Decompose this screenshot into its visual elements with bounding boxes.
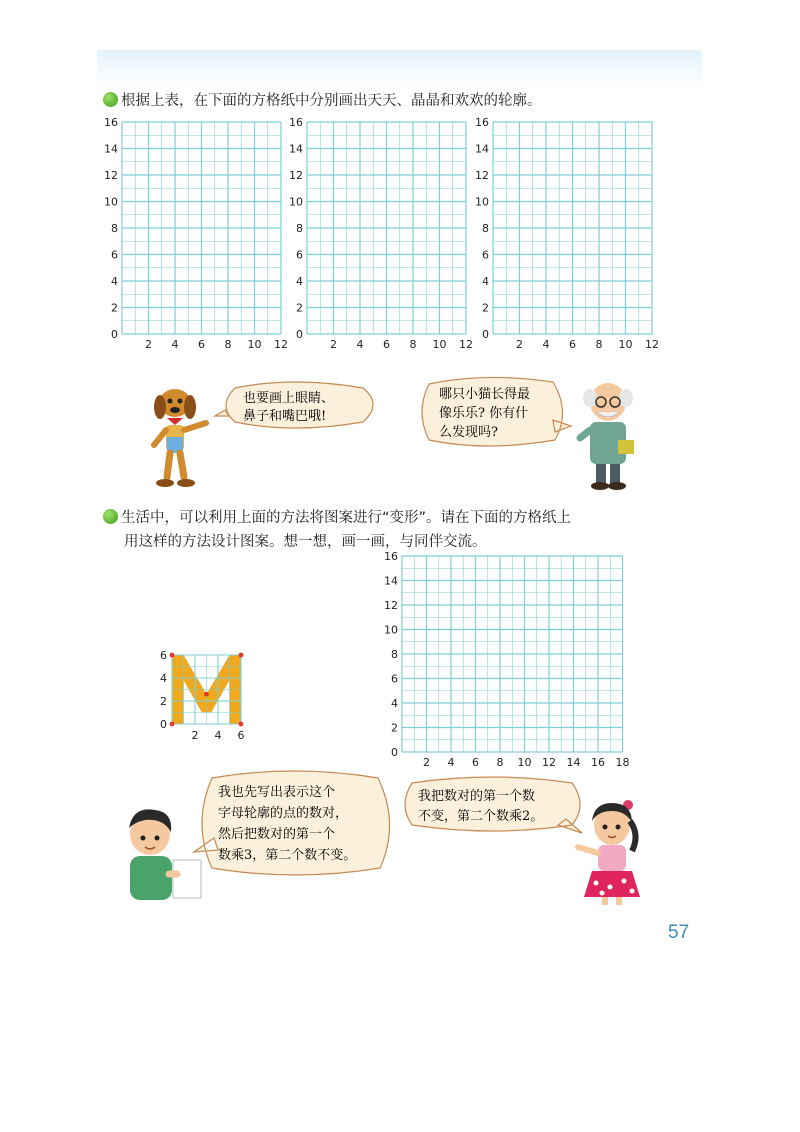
x-tick-label: 8 [409, 338, 417, 351]
y-tick-label: 12 [384, 599, 398, 612]
teacher-character [572, 378, 644, 490]
y-tick-label: 0 [296, 328, 303, 341]
x-tick-label: 10 [517, 756, 532, 769]
green-bullet-icon [103, 509, 118, 524]
y-tick-label: 16 [104, 116, 118, 129]
instruction-1-text: 根据上表，在下面的方格纸中分别画出天天、晶晶和欢欢的轮廓。 [121, 93, 542, 109]
girl-speech-bubble [398, 775, 588, 837]
y-tick-label: 6 [296, 248, 303, 262]
y-tick-label: 0 [482, 328, 489, 341]
y-tick-label: 14 [384, 574, 398, 588]
m-vertex-point [239, 722, 244, 727]
instruction-2-line-1: 生活中，可以利用上面的方法将图案进行“变形”。请在下面的方格纸上 [121, 510, 572, 526]
y-tick-label: 8 [482, 222, 489, 235]
teacher-bubble-line-3: 么发现吗? [439, 425, 498, 440]
dog-bubble-line-2: 鼻子和嘴巴哦! [243, 409, 327, 424]
y-tick-label: 12 [289, 169, 303, 182]
m-x-tick-label: 6 [237, 729, 245, 742]
x-tick-label: 10 [618, 338, 633, 351]
y-tick-label: 16 [475, 116, 489, 129]
y-tick-label: 10 [475, 195, 489, 209]
x-tick-label: 4 [171, 338, 179, 351]
m-y-tick-label: 6 [160, 649, 167, 662]
x-tick-label: 12 [274, 338, 288, 351]
page-header-band [97, 50, 702, 86]
y-tick-label: 2 [482, 301, 489, 315]
m-y-tick-label: 4 [160, 672, 167, 685]
x-tick-label: 4 [542, 338, 550, 351]
y-tick-label: 6 [391, 672, 398, 686]
x-tick-label: 2 [516, 338, 523, 351]
y-tick-label: 12 [104, 169, 118, 182]
x-tick-label: 18 [615, 756, 630, 769]
y-tick-label: 2 [296, 301, 303, 315]
y-tick-label: 4 [391, 697, 398, 710]
m-letter-figure [150, 642, 260, 746]
x-tick-label: 2 [330, 338, 337, 351]
grid-huanhuan [471, 112, 671, 357]
dog-speech-bubble [213, 380, 383, 435]
y-tick-label: 8 [111, 222, 118, 235]
boy-speech-bubble [190, 768, 400, 880]
y-tick-label: 12 [475, 169, 489, 182]
y-tick-label: 4 [111, 275, 118, 288]
x-tick-label: 8 [595, 338, 603, 351]
m-x-tick-label: 4 [214, 729, 222, 742]
y-tick-label: 4 [296, 275, 303, 288]
dog-character [140, 385, 215, 493]
x-tick-label: 4 [447, 756, 455, 769]
boy-character [115, 800, 207, 905]
x-tick-label: 4 [356, 338, 364, 351]
teacher-bubble-line-1: 哪只小猫长得最 [439, 387, 531, 402]
girl-bubble-line-1: 我把数对的第一个数 [418, 789, 536, 804]
boy-bubble-line-4: 数乘3，第二个数不变。 [218, 848, 357, 863]
y-tick-label: 14 [289, 142, 303, 156]
x-tick-label: 10 [432, 338, 447, 351]
y-tick-label: 8 [296, 222, 303, 235]
y-tick-label: 16 [289, 116, 303, 129]
instruction-1 [103, 89, 542, 113]
x-tick-label: 2 [145, 338, 152, 351]
boy-bubble-line-3: 然后把数对的第一个 [218, 827, 336, 842]
m-x-tick-label: 2 [191, 729, 199, 742]
green-bullet-icon [103, 92, 118, 107]
x-tick-label: 12 [542, 756, 556, 769]
x-tick-label: 2 [423, 756, 430, 769]
y-tick-label: 14 [475, 142, 489, 156]
girl-bubble-line-2: 不变，第二个数乘2。 [418, 809, 544, 824]
grid-design [380, 550, 640, 772]
x-tick-label: 12 [645, 338, 659, 351]
teacher-speech-bubble [415, 374, 575, 452]
y-tick-label: 16 [384, 550, 398, 563]
x-tick-label: 16 [591, 756, 605, 769]
y-tick-label: 6 [111, 248, 118, 262]
m-y-tick-label: 0 [160, 718, 167, 731]
x-tick-label: 12 [459, 338, 473, 351]
y-tick-label: 6 [482, 248, 489, 262]
m-vertex-point [239, 653, 244, 658]
x-tick-label: 8 [496, 756, 504, 769]
y-tick-label: 2 [111, 301, 118, 315]
teacher-bubble-line-2: 像乐乐? 你有什 [439, 406, 529, 421]
instruction-2 [103, 506, 571, 554]
instruction-2-line-2: 用这样的方法设计图案。想一想，画一画，与同伴交流。 [124, 534, 487, 550]
y-tick-label: 10 [104, 195, 118, 209]
boy-bubble-line-2: 字母轮廓的点的数对， [218, 806, 349, 821]
grid-jingjing [285, 112, 485, 357]
x-tick-label: 8 [224, 338, 232, 351]
m-vertex-point [170, 653, 175, 658]
m-vertex-point [170, 722, 175, 727]
page-number: 57 [668, 922, 690, 943]
m-y-tick-label: 2 [160, 695, 167, 708]
grid-tiantian [100, 112, 300, 357]
x-tick-label: 6 [569, 338, 576, 351]
x-tick-label: 14 [566, 756, 581, 769]
x-tick-label: 10 [247, 338, 262, 351]
m-vertex-point [204, 692, 209, 697]
y-tick-label: 8 [391, 648, 398, 661]
x-tick-label: 6 [198, 338, 205, 351]
y-tick-label: 14 [104, 142, 118, 156]
y-tick-label: 10 [384, 623, 398, 637]
girl-character [570, 795, 650, 907]
y-tick-label: 2 [391, 721, 398, 735]
y-tick-label: 0 [111, 328, 118, 341]
x-tick-label: 6 [472, 756, 479, 769]
y-tick-label: 0 [391, 746, 398, 759]
x-tick-label: 6 [383, 338, 390, 351]
y-tick-label: 4 [482, 275, 489, 288]
boy-bubble-line-1: 我也先写出表示这个 [218, 785, 336, 800]
y-tick-label: 10 [289, 195, 303, 209]
dog-bubble-line-1: 也要画上眼睛、 [243, 391, 335, 406]
